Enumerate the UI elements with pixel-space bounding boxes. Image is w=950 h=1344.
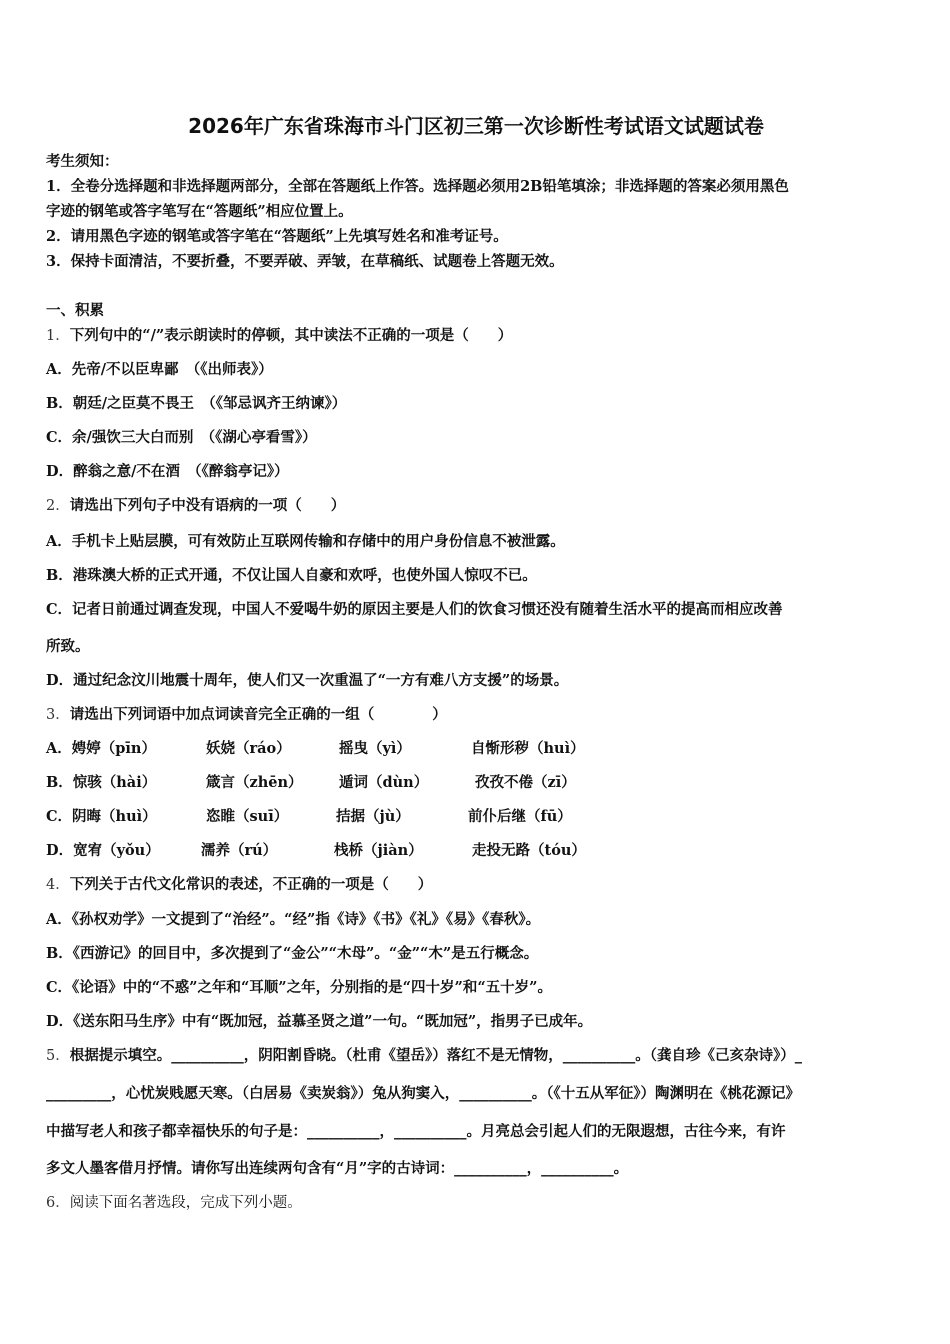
q3-b-item-2: 箴言（zhēn） — [206, 774, 303, 791]
question-5-number: 5． — [46, 1048, 70, 1064]
q3-d-item-2: 濡养（rú） — [201, 842, 278, 859]
question-6-number: 6． — [46, 1195, 70, 1211]
q3-b-item-1: B．惊骇（hài） — [46, 774, 157, 791]
q3-c-item-1: C．阴晦（huì） — [46, 808, 157, 825]
q3-c-item-3: 拮据（jù） — [336, 808, 410, 825]
question-1-text: 下列句中的“/”表示朗读时的停顿，其中读法不正确的一项是（ ） — [69, 327, 513, 344]
notice-heading: 考生须知： — [46, 153, 119, 170]
question-3-text: 请选出下列词语中加点词读音完全正确的一组（ ） — [69, 706, 447, 723]
question-4-option-d: D．《送东阳马生序》中有“既加冠，益慕圣贤之道”一句。“既加冠”，指男子已成年。 — [46, 1013, 593, 1030]
q3-b-item-4: 孜孜不倦（zī） — [475, 774, 576, 791]
question-4-option-b: B．《西游记》的回目中，多次提到了“金公”“木母”。“金”“木”是五行概念。 — [46, 945, 539, 962]
question-2-option-d: D．通过纪念汶川地震十周年，使人们又一次重温了“一方有难八方支援”的场景。 — [46, 672, 569, 689]
section-heading: 一、积累 — [46, 302, 104, 319]
question-1-option-b: B．朝廷/之臣莫不畏王 （《邹忌讽齐王纳谏》） — [46, 395, 347, 412]
question-3-number: 3． — [46, 707, 70, 723]
question-5-line-2: _________，心忧炭贱愿天寒。（白居易《卖炭翁》）兔从狗窦入，__________。（《十五从军征》）陶渊明在《桃花源记》 — [46, 1085, 800, 1102]
question-2-option-b: B．港珠澳大桥的正式开通，不仅让国人自豪和欢呼，也使外国人惊叹不已。 — [46, 567, 537, 584]
question-6-stem — [46, 1193, 302, 1213]
question-1-option-a: A．先帝/不以臣卑鄙 （《出师表》） — [46, 361, 273, 378]
question-4-text: 下列关于古代文化常识的表述，不正确的一项是（ ） — [69, 876, 433, 893]
q3-a-item-3: 摇曳（yì） — [339, 740, 411, 757]
question-1-option-c: C．余/强饮三大白而别 （《湖心亭看雪》） — [46, 429, 317, 446]
notice-item-2: 2．请用黑色字迹的钢笔或答字笔在“答题纸”上先填写姓名和准考证号。 — [46, 228, 508, 245]
question-5-line-3: 中描写老人和孩子都幸福快乐的句子是：__________，__________。月亮总会引起人们的无限遐想，古往今来，有许 — [46, 1123, 786, 1140]
question-2-text: 请选出下列句子中没有语病的一项（ ） — [69, 497, 346, 514]
question-6-text: 阅读下面名著选段，完成下列小题。 — [69, 1195, 302, 1211]
q3-d-item-4: 走投无路（tóu） — [472, 842, 586, 859]
question-5-line-1 — [46, 1046, 802, 1066]
q3-c-item-2: 恣睢（suī） — [206, 808, 289, 825]
notice-item-3: 3．保持卡面清洁，不要折叠，不要弄破、弄皱，在草稿纸、试题卷上答题无效。 — [46, 253, 564, 270]
q3-c-item-4: 前仆后继（fū） — [468, 808, 572, 825]
notice-item-1a: 1．全卷分选择题和非选择题两部分，全部在答题纸上作答。选择题必须用2B铅笔填涂；非选择题的答案必须用黑色 — [46, 178, 789, 195]
question-1-stem — [46, 326, 512, 346]
q3-b-item-3: 遁词（dùn） — [339, 774, 429, 791]
q3-d-item-1: D．宽宥（yǒu） — [46, 842, 160, 859]
question-2-stem — [46, 496, 345, 516]
question-2-number: 2． — [46, 498, 70, 514]
q3-a-item-2: 妖娆（ráo） — [206, 740, 291, 757]
q3-a-item-4: 自惭形秽（huì） — [471, 740, 585, 757]
q3-a-item-1: A．娉婷（pīn） — [46, 740, 156, 757]
question-1-option-d: D．醉翁之意/不在酒 （《醉翁亭记》） — [46, 463, 289, 480]
page-title: 2026年广东省珠海市斗门区初三第一次诊断性考试语文试题试卷 — [188, 114, 764, 138]
question-4-number: 4． — [46, 877, 70, 893]
q3-d-item-3: 栈桥（jiàn） — [334, 842, 423, 859]
question-5-text-1: 根据提示填空。__________，阴阳割昏晓。（杜甫《望岳》）落红不是无情物，__________。（龚自珍《己亥杂诗》）_ — [69, 1047, 802, 1064]
question-2-option-c-line2: 所致。 — [46, 638, 90, 655]
question-4-stem — [46, 875, 432, 895]
question-3-stem — [46, 705, 447, 725]
question-4-option-c: C．《论语》中的“不惑”之年和“耳顺”之年，分别指的是“四十岁”和“五十岁”。 — [46, 979, 553, 996]
notice-item-1b: 字迹的钢笔或答字笔写在“答题纸”相应位置上。 — [46, 203, 353, 220]
question-1-number: 1． — [46, 328, 70, 344]
question-5-line-4: 多文人墨客借月抒情。请你写出连续两句含有“月”字的古诗词：__________，__________。 — [46, 1160, 629, 1177]
question-2-option-a: A．手机卡上贴层膜，可有效防止互联网传输和存储中的用户身份信息不被泄露。 — [46, 533, 565, 550]
question-4-option-a: A．《孙权劝学》一文提到了“治经”。“经”指《诗》《书》《礼》《易》《春秋》。 — [46, 911, 541, 928]
question-2-option-c-line1: C．记者日前通过调查发现，中国人不爱喝牛奶的原因主要是人们的饮食习惯还没有随着生活水平的提高而相应改善 — [46, 601, 783, 618]
